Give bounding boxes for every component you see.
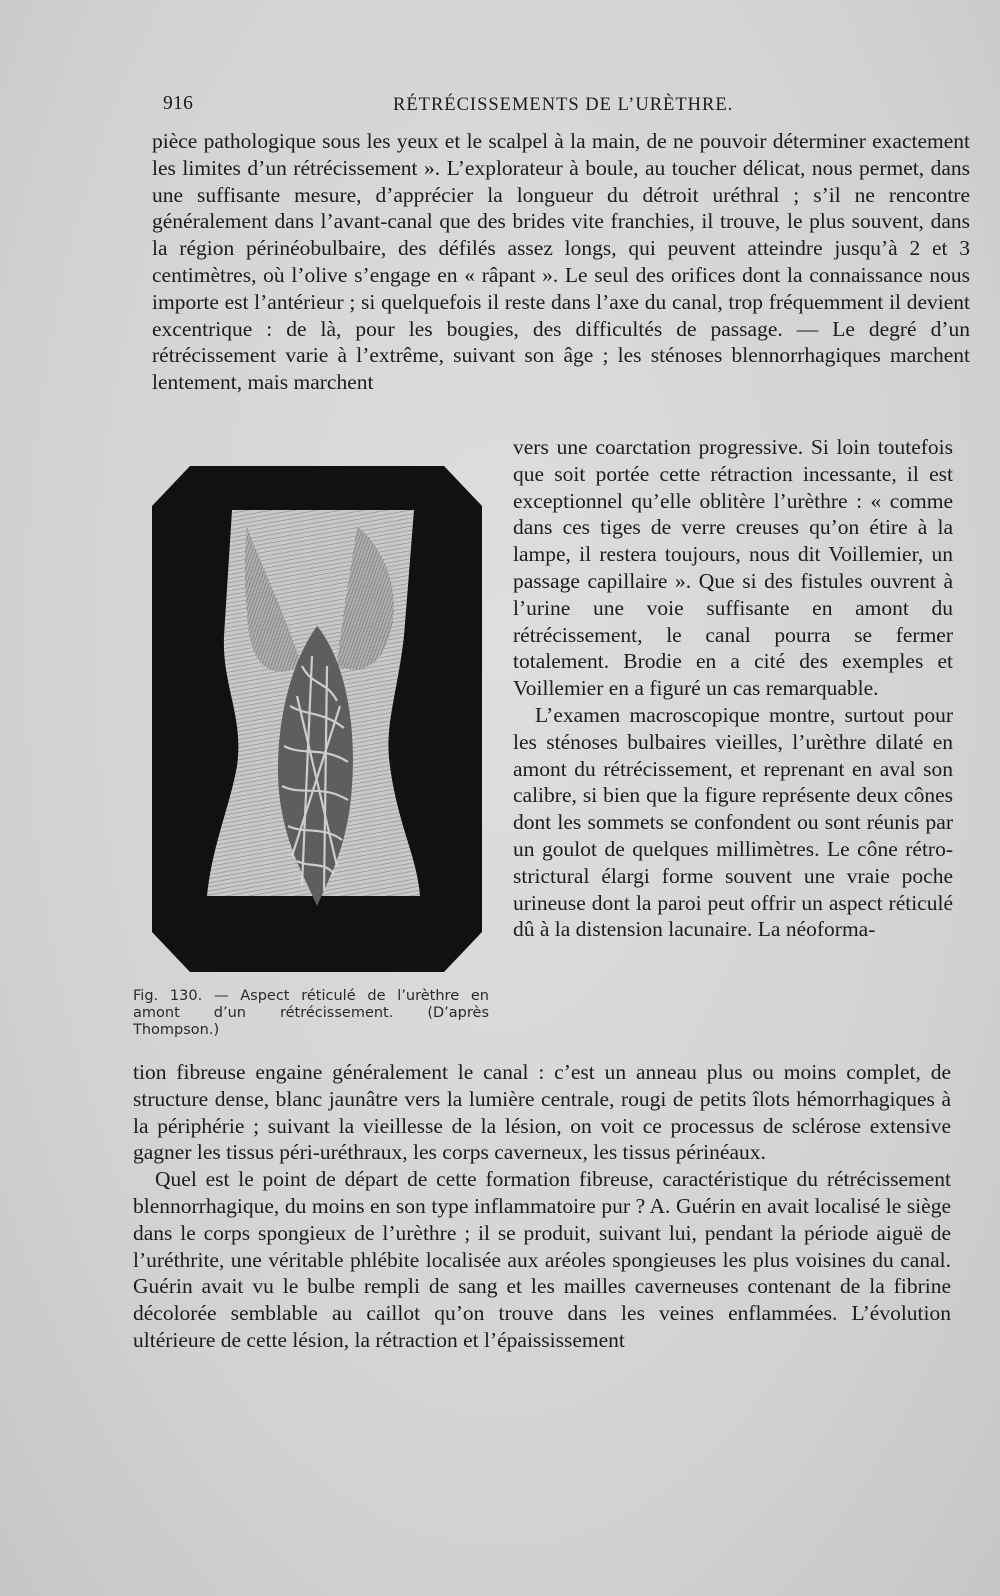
page-header bbox=[163, 93, 963, 123]
paragraph: tion fibreuse engaine généralement le canal : c’est un anneau plus ou moins complet, de structure dense, blanc jaunâtre vers la lumière centrale, rougi de petits îlots hémorrhagiques à la périphérie ; suivant la vieillesse de la lésion, on voit ce processus de sclérose extensive gagner les tissus péri-uréthraux, les corps caverneux, les tissus périnéaux. bbox=[133, 1060, 951, 1165]
body-text-top: pièce pathologique sous les yeux et le scalpel à la main, de ne pouvoir déterminer exactement les limites d’un rétrécissement ». L’explorateur à boule, au toucher délicat, nous permet, dans une suffisante mesure, d’apprécier la longueur du détroit uréthral ; s’il ne rencontre généralement dans l’avant-canal que des brides vite franchies, il trouve, le plus souvent, dans la région périnéobulbaire, des défilés assez longs, qui peuvent atteindre jusqu’à 2 et 3 centimètres, où l’olive s’engage en « râpant ». Le seul des orifices dont la connaissance nous importe est l’antérieur ; si quelquefois il reste dans l’axe du canal, trop fréquemment il devient excentrique : de là, pour les bougies, des difficultés de passage. — Le degré d’un rétrécissement varie à l’extrême, suivant son âge ; les sténoses blennorrhagiques marchent lentement, mais marchent bbox=[152, 129, 970, 395]
body-text-bottom bbox=[133, 1059, 951, 1354]
paragraph: vers une coarctation progressive. Si loin toutefois que soit portée cette rétraction incessante, il est exceptionnel qu’elle oblitère l’urèthre : « comme dans ces tiges de verre creuses qu’on étire à la lampe, il restera toujours, nous dit Voillemier, un passage capillaire ». Que si des fistules ouvrent à l’urine une voie suffisante en amont du rétrécissement, le canal pourra se fermer totalement. Brodie en a cité des exemples et Voillemier en a figuré un cas remarquable. bbox=[513, 435, 953, 701]
figure-urethra-engraving bbox=[152, 466, 482, 972]
body-text-right-column bbox=[513, 434, 953, 943]
figure-caption: Fig. 130. — Aspect réticulé de l’urèthre en amont d’un rétrécissement. (D’après Thompson.) bbox=[133, 988, 489, 1038]
paragraph: L’examen macroscopique montre, surtout pour les sténoses bulbaires vieilles, l’urèthre dilaté en amont du rétrécissement, et reprenant en aval son calibre, si bien que la figure représente deux cônes dont les sommets se confondent ou sont réunis par un goulot de quelques millimètres. Le cône rétro-strictural élargi forme souvent une vraie poche urineuse dont la paroi peut offrir un aspect réticulé dû à la distension lacunaire. La néoforma- bbox=[513, 702, 953, 942]
running-head: RÉTRÉCISSEMENTS DE L’URÈTHRE. bbox=[393, 95, 734, 115]
paragraph: Quel est le point de départ de cette formation fibreuse, caractéristique du rétrécissement blennorrhagique, du moins en son type inflammatoire pur ? A. Guérin en avait localisé le siège dans le corps spongieux de l’urèthre ; il se produit, suivant lui, pendant la période aiguë de l’uréthrite, une véritable phlébite localisée aux aréoles spongieuses les plus voisines du canal. Guérin avait vu le bulbe rempli de sang et les mailles caverneuses contenant de la fibrine décolorée semblable au caillot qu’on trouve dans les veines enflammées. L’évolution ultérieure de cette lésion, la rétraction et l’épaississement bbox=[133, 1167, 951, 1352]
page-number: 916 bbox=[163, 93, 194, 114]
